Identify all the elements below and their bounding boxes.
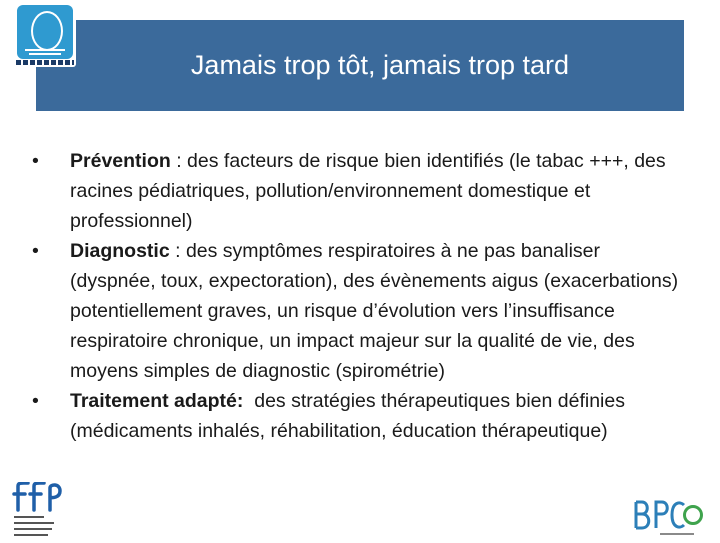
fondation-du-souffle-logo <box>14 3 76 67</box>
bullet-marker: • <box>32 390 39 412</box>
fondation-logo-badge <box>17 5 73 59</box>
bullet-list <box>32 146 682 446</box>
bullet-separator <box>243 390 254 412</box>
slide-title: Jamais trop tôt, jamais trop tard <box>190 50 570 80</box>
bullet-term: Prévention <box>70 150 171 172</box>
ffp-logo <box>12 482 72 538</box>
bullet-text: des facteurs de risque bien identifiés (le tabac +++, des racines pédiatriques, pollution/environnement domestique et professionnel) <box>70 150 666 232</box>
bullet-text: des symptômes respiratoires à ne pas banaliser (dyspnée, toux, expectoration), des évènements aigus (exacerbations) potentiellement graves, un risque d’évolution vers l’insuffisance respiratoire chronique, un impact majeur sur la qualité de vie, des moyens simples de diagnostic (spirométrie) <box>70 240 679 382</box>
fondation-logo-line <box>25 49 65 51</box>
bullet-marker: • <box>32 150 39 172</box>
title-bar <box>36 20 684 111</box>
bullet-text: des stratégies thérapeutiques bien définies (médicaments inhalés, réhabilitation, éducation thérapeutique) <box>70 390 625 442</box>
bullet-separator: : <box>170 150 188 172</box>
bpco-logo-mark <box>630 498 704 538</box>
bullet-item-diagnostic <box>32 236 682 386</box>
bullet-term: Traitement adapté: <box>70 390 244 412</box>
ffp-logo-mark <box>12 482 72 538</box>
bpco-logo <box>630 498 704 538</box>
bullet-marker: • <box>32 240 39 262</box>
fondation-logo-caption <box>16 60 74 65</box>
bullet-separator: : <box>169 240 186 262</box>
fondation-logo-line <box>29 53 61 55</box>
bullet-item-traitement <box>32 386 682 446</box>
bullet-term: Diagnostic <box>70 240 170 262</box>
bullet-item-prevention <box>32 146 682 236</box>
fondation-logo-ring <box>31 11 63 51</box>
